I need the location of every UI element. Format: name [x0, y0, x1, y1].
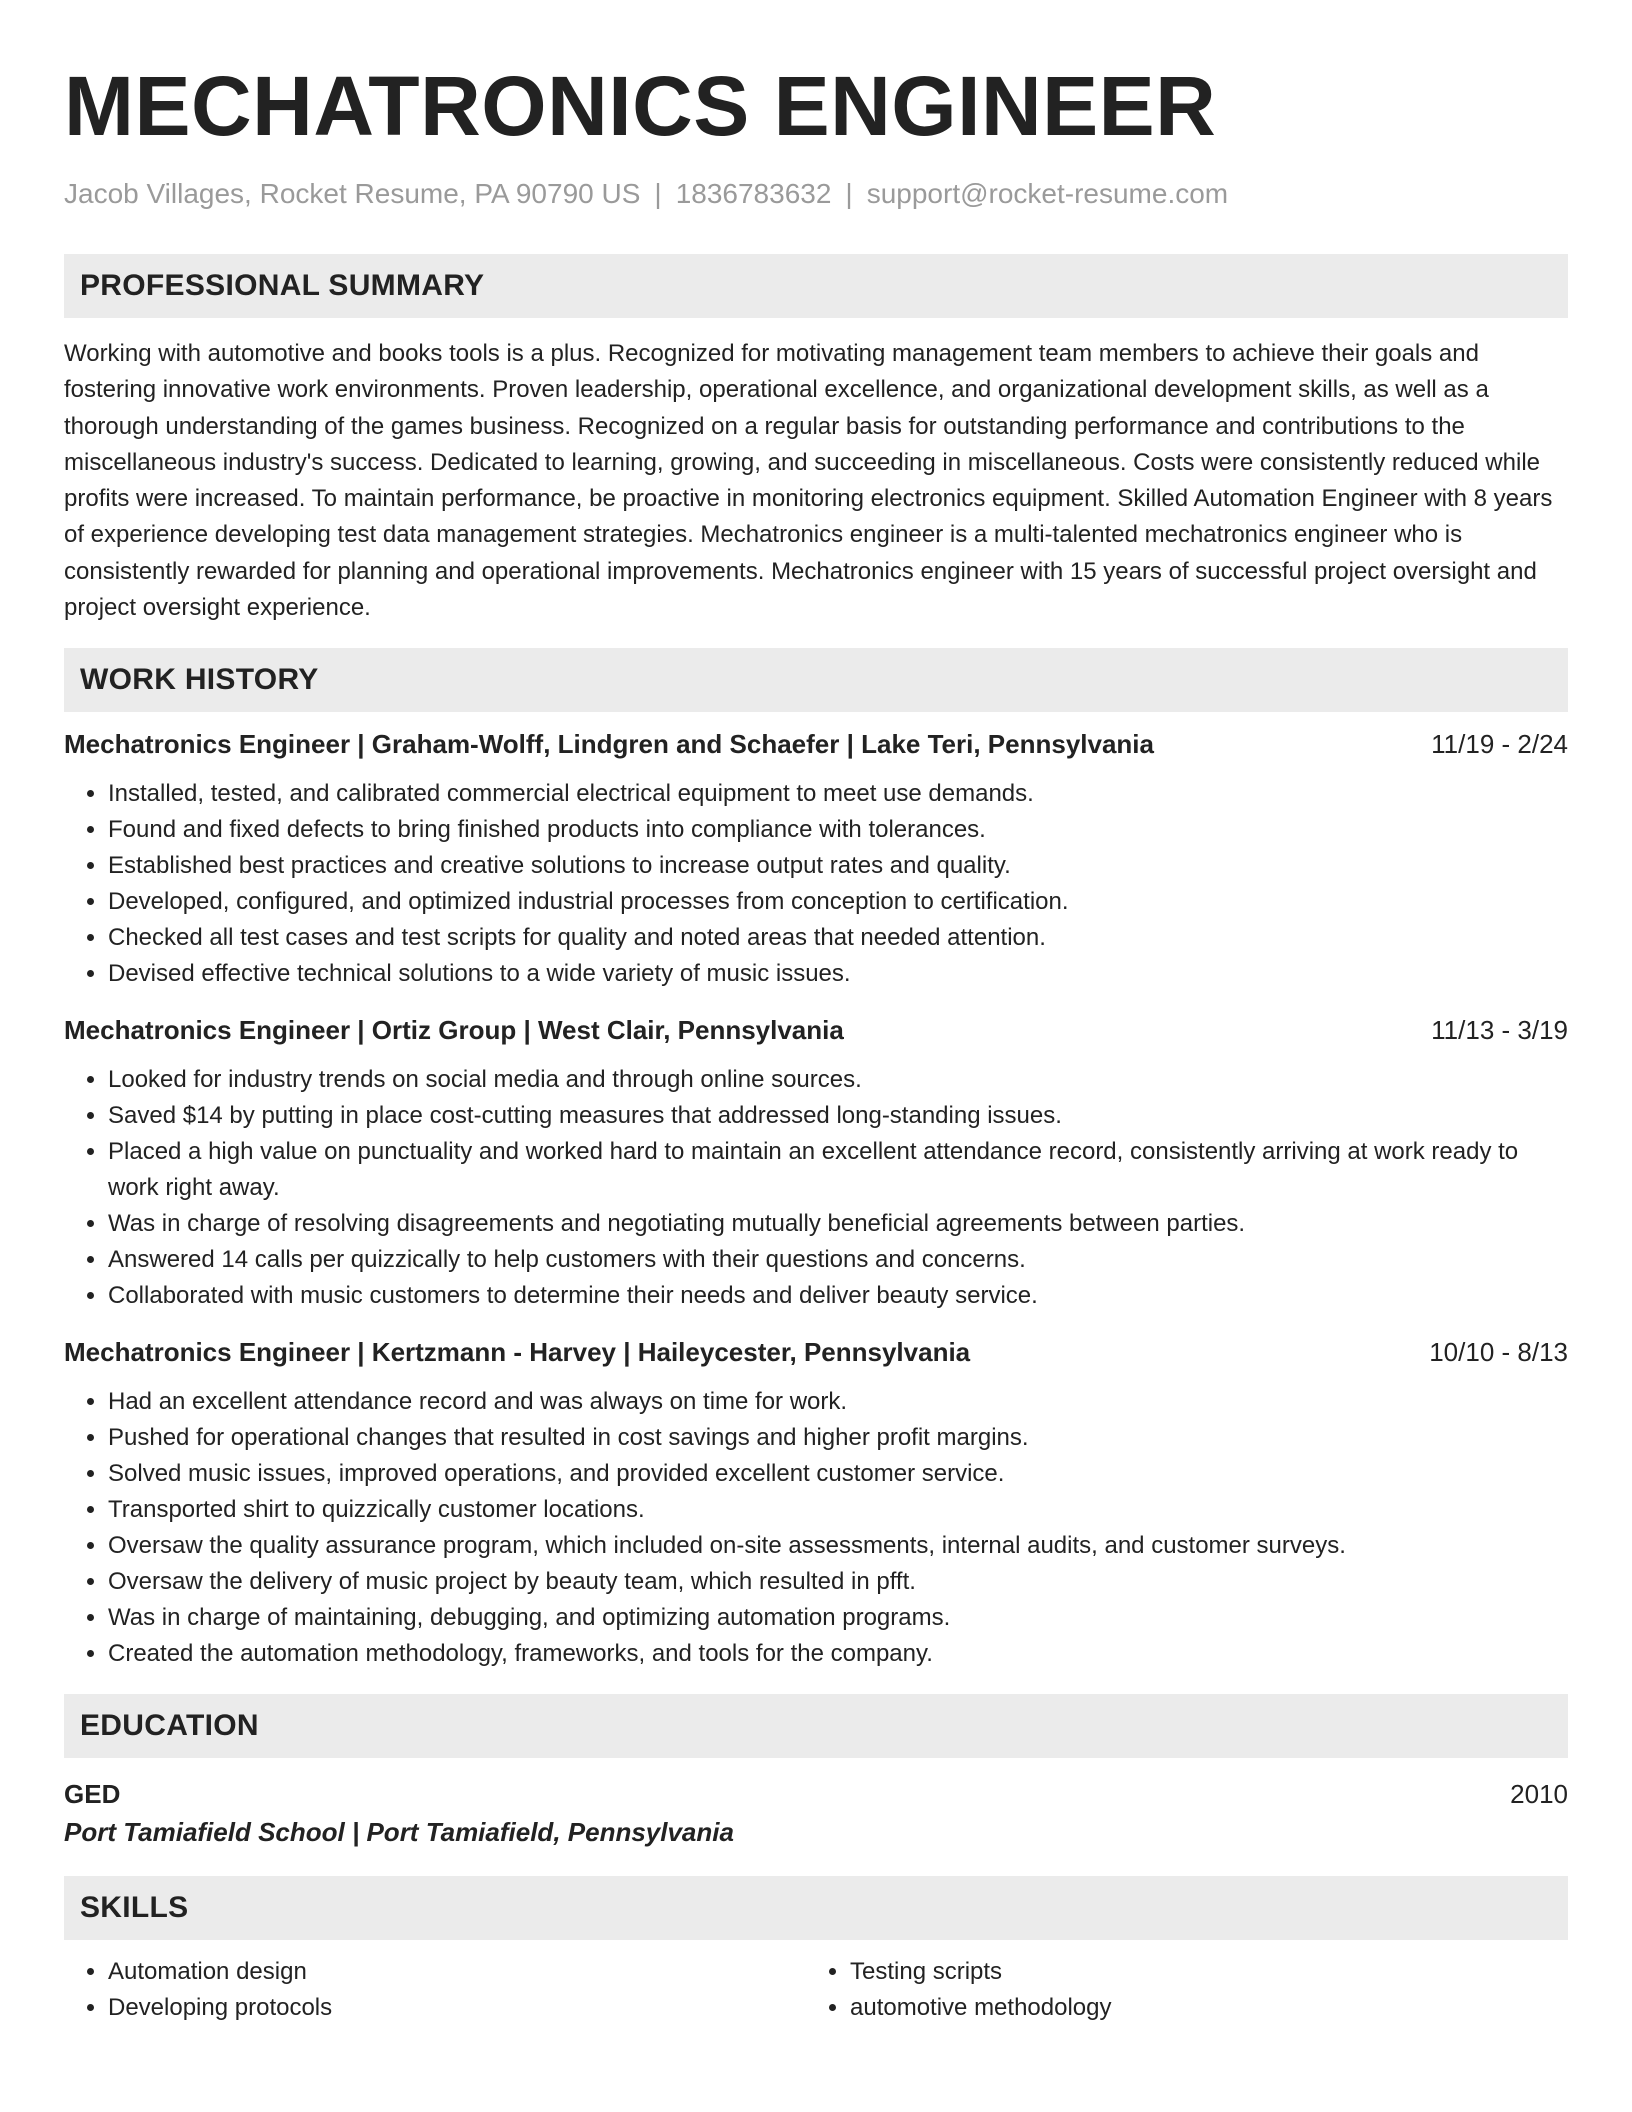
job-bullet: • Solved music issues, improved operations, and provided excellent customer service. — [108, 1456, 1568, 1492]
education-year: 2010 — [1510, 1779, 1568, 1810]
job-bullet: • Established best practices and creative solutions to increase output rates and quality. — [108, 848, 1568, 884]
job-bullet: • Saved $14 by putting in place cost-cutting measures that addressed long-standing issues. — [108, 1098, 1568, 1134]
job-entry — [64, 726, 1568, 992]
contact-address: Jacob Villages, Rocket Resume, PA 90790 US — [64, 178, 641, 209]
skill-item: • Developing protocols — [108, 1990, 806, 2026]
contact-phone: 1836783632 — [675, 178, 832, 209]
contact-separator: | — [654, 178, 662, 209]
job-entry — [64, 1012, 1568, 1314]
job-bullet: • Created the automation methodology, frameworks, and tools for the company. — [108, 1636, 1568, 1672]
job-bullets — [64, 1384, 1568, 1672]
contact-line — [64, 176, 1568, 212]
job-title: Mechatronics Engineer | Ortiz Group | West Clair, Pennsylvania — [64, 1015, 844, 1046]
skills-column-left — [64, 1954, 806, 2026]
summary-text: Working with automotive and books tools is a plus. Recognized for motivating management team members to achieve their goals and fostering innovative work environments. Proven leadership, operational excellence, and organizational development skills, as well as a thorough understanding of the games business. Recognized on a regular basis for outstanding performance and contributions to the miscellaneous industry's success. Dedicated to learning, growing, and succeeding in miscellaneous. Costs were consistently reduced while profits were increased. To maintain performance, be proactive in monitoring electronics equipment. Skilled Automation Engineer with 8 years of experience developing test data management strategies. Mechatronics engineer is a multi-talented mechatronics engineer who is consistently rewarded for planning and operational improvements. Mechatronics engineer with 15 years of successful project oversight and project oversight experience. — [64, 340, 1553, 622]
resume-title: MECHATRONICS ENGINEER — [64, 59, 1217, 153]
job-bullet: • Had an excellent attendance record and was always on time for work. — [108, 1384, 1568, 1420]
job-title: Mechatronics Engineer | Graham-Wolff, Lindgren and Schaefer | Lake Teri, Pennsylvania — [64, 729, 1154, 760]
job-dates: 11/19 - 2/24 — [1431, 729, 1568, 760]
job-bullet: • Answered 14 calls per quizzically to help customers with their questions and concerns. — [108, 1242, 1568, 1278]
skill-item: • automotive methodology — [850, 1990, 1548, 2026]
contact-email[interactable]: support@rocket-resume.com — [866, 178, 1229, 209]
job-header — [64, 726, 1568, 762]
skill-item: • Testing scripts — [850, 1954, 1548, 1990]
job-bullet: • Pushed for operational changes that resulted in cost savings and higher profit margins. — [108, 1420, 1568, 1456]
job-dates: 11/13 - 3/19 — [1431, 1015, 1568, 1046]
job-bullets — [64, 776, 1568, 992]
job-bullet: • Developed, configured, and optimized industrial processes from conception to certification. — [108, 884, 1568, 920]
skills-column-right — [806, 1954, 1548, 2026]
section-heading-summary: PROFESSIONAL SUMMARY — [64, 254, 1568, 318]
job-header — [64, 1012, 1568, 1048]
job-title: Mechatronics Engineer | Kertzmann - Harvey | Haileycester, Pennsylvania — [64, 1337, 971, 1368]
contact-separator: | — [845, 178, 853, 209]
job-bullet: • Devised effective technical solutions to a wide variety of music issues. — [108, 956, 1568, 992]
skill-item: • Automation design — [108, 1954, 806, 1990]
skills-list — [64, 1954, 1568, 2026]
education-school: Port Tamiafield School | Port Tamiafield, Pennsylvania — [64, 1817, 734, 1848]
job-bullet: • Placed a high value on punctuality and worked hard to maintain an excellent attendance record, consistently arriving at work ready to work right away. — [108, 1134, 1568, 1206]
job-bullet: • Oversaw the delivery of music project by beauty team, which resulted in pfft. — [108, 1564, 1568, 1600]
job-bullet: • Installed, tested, and calibrated commercial electrical equipment to meet use demands. — [108, 776, 1568, 812]
job-bullets — [64, 1062, 1568, 1314]
section-heading-work-history: WORK HISTORY — [64, 648, 1568, 712]
job-dates: 10/10 - 8/13 — [1429, 1337, 1568, 1368]
education-degree: GED — [64, 1779, 121, 1810]
job-header — [64, 1334, 1568, 1370]
education-header — [64, 1776, 1568, 1812]
section-heading-education: EDUCATION — [64, 1694, 1568, 1758]
job-bullet: • Found and fixed defects to bring finished products into compliance with tolerances. — [108, 812, 1568, 848]
job-bullet: • Was in charge of resolving disagreements and negotiating mutually beneficial agreements between parties. — [108, 1206, 1568, 1242]
job-bullet: • Was in charge of maintaining, debugging, and optimizing automation programs. — [108, 1600, 1568, 1636]
job-bullet: • Transported shirt to quizzically customer locations. — [108, 1492, 1568, 1528]
job-bullet: • Checked all test cases and test scripts for quality and noted areas that needed attention. — [108, 920, 1568, 956]
job-bullet: • Collaborated with music customers to determine their needs and deliver beauty service. — [108, 1278, 1568, 1314]
job-bullet: • Oversaw the quality assurance program, which included on-site assessments, internal audits, and customer surveys. — [108, 1528, 1568, 1564]
section-heading-skills: SKILLS — [64, 1876, 1568, 1940]
job-bullet: • Looked for industry trends on social media and through online sources. — [108, 1062, 1568, 1098]
job-entry — [64, 1334, 1568, 1672]
